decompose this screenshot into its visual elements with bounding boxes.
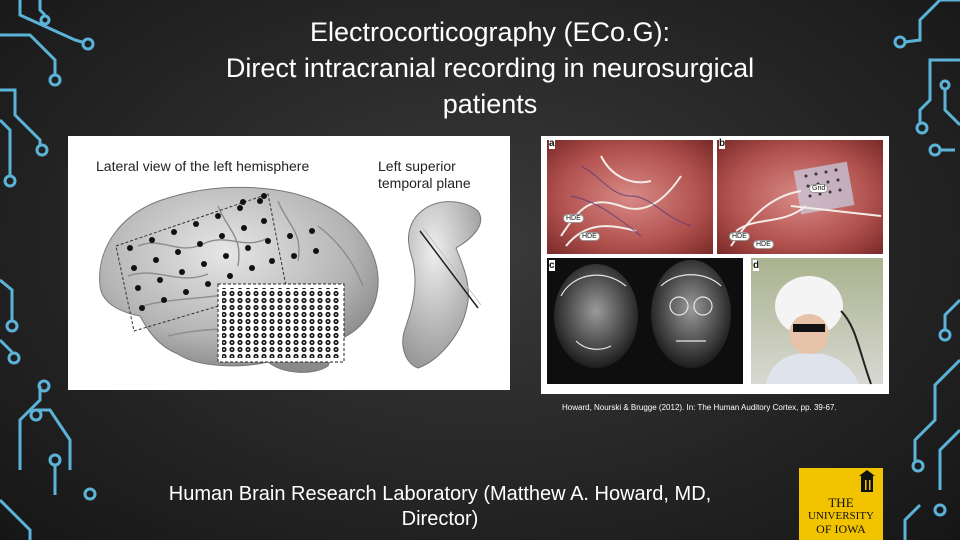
photo-a xyxy=(547,140,713,254)
brain-illustration xyxy=(68,136,510,390)
slide-title xyxy=(140,14,840,122)
tag-hde-2: HDE xyxy=(579,232,600,241)
university-of-iowa-logo xyxy=(799,468,883,540)
label-superior-line1: Left superior xyxy=(378,158,456,174)
panel-label-a: a xyxy=(549,138,555,149)
panel-label-d: d xyxy=(753,260,760,271)
panel-label-c: c xyxy=(549,260,555,271)
title-line-1: Electrocorticography (ECo.G): xyxy=(309,17,671,47)
footer-text xyxy=(95,482,785,532)
citation: Howard, Nourski & Brugge (2012). In: The Human Auditory Cortex, pp. 39-67. xyxy=(562,403,837,412)
logo-line-2: UNIVERSITY xyxy=(808,510,874,522)
brain-figure xyxy=(68,136,510,390)
label-lateral-view: Lateral view of the left hemisphere xyxy=(96,158,310,174)
tag-hde-3: HDE xyxy=(729,232,750,241)
tag-grid: Grid xyxy=(809,184,828,193)
logo-line-3: OF IOWA xyxy=(816,522,866,536)
footer-line-1: Human Brain Research Laboratory (Matthew A. Howard, MD, xyxy=(168,483,712,505)
tag-hde-1: HDE xyxy=(563,214,584,223)
title-line-3: patients xyxy=(442,89,538,119)
surgical-photos xyxy=(541,136,889,394)
footer-line-2: Director) xyxy=(401,508,479,530)
logo-line-1: THE xyxy=(828,495,854,510)
surgical-photos-figure xyxy=(541,136,889,394)
title-line-2: Direct intracranial recording in neurosurgical xyxy=(225,53,755,83)
tag-hde-4: HDE xyxy=(753,240,774,249)
panel-label-b: b xyxy=(719,138,726,149)
label-superior-line2: temporal plane xyxy=(378,175,471,191)
